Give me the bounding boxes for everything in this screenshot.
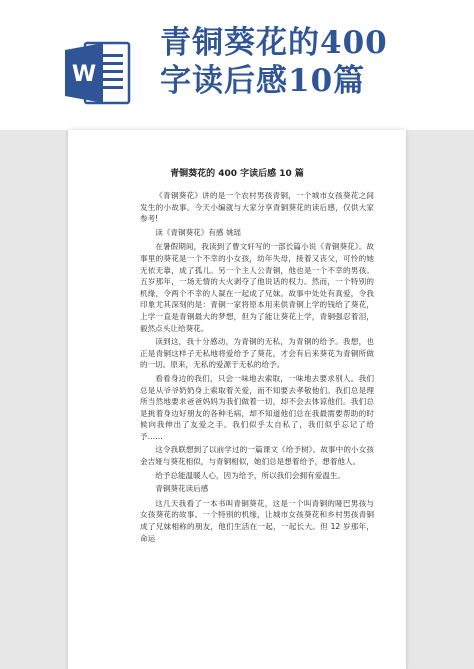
svg-text:W: W: [71, 62, 97, 87]
essay-2-heading: 青铜葵花读后感: [155, 484, 209, 494]
word-document-icon: [63, 40, 133, 106]
header-title-line-1: 青铜葵花的400: [160, 25, 388, 61]
paragraph-intro: 《青铜葵花》讲的是一个农村男孩青铜，一个城市女孩葵花之间发生的小故事。今天小编就与大家分享青铜葵花的读后感，仅供大家参考!: [140, 191, 374, 224]
header-title-line-2: 字读后感10篇: [160, 63, 366, 99]
paragraph: 这几天我看了一本书叫青铜葵花，这是一个叫青铜的哑巴男孩与女孩葵花的故事。一个特别的机缘，让城市女孩葵花和乡村男孩青铜成了兄妹相称的朋友，他们生活在一起，一起长大。但 12 岁那年，命运: [140, 498, 374, 543]
paragraph: 在暑假期间，我读到了曹文轩写的一部长篇小说《青铜葵花》。故事里的葵花是一个不幸的小女孩，幼年失母，接着又丧父，可怜的她无依无靠，成了孤儿。另一个主人公青铜，他也是一个不幸的男孩。五岁那年，一场无情的大火剥夺了他说话的权力。然而，一个特别的机缘，令两个不幸的人凝在一起成了兄妹。故事中处处有真爱，令我印象尤其深刻的是：青铜一家将原本用来供青铜上学的钱给了葵花，上学一直是青铜最大的梦想，但为了能让葵花上学，青铜强忍着泪，毅然点头让给葵花。: [140, 242, 374, 333]
document-page: [68, 130, 406, 669]
header-title: [160, 24, 460, 100]
document-body: [140, 190, 374, 546]
essay-1-heading: 读《青铜葵花》有感 姚瑶: [155, 227, 242, 237]
paragraph: 给予总能温暖人心，因为给予，所以我们会拥有爱温生。: [155, 470, 346, 480]
document-header: [0, 0, 474, 130]
paragraph: 这令我联想到了以前学过的一篇课文《给予树》。故事中的小女孩金吉娅与葵花相似，与青铜相似，她们总是想着给予，想着他人。: [140, 445, 374, 467]
document-title: 青铜葵花的 400 字读后感 10 篇: [170, 169, 304, 179]
paragraph: 读到这，我十分感动，为青铜的无私，为青铜的给予。我想，也正是青铜这样子无私地将爱给予了葵花，才会有后来葵花为青铜所做的一切。原来，无私的爱源于无私的给予。: [140, 337, 374, 370]
paragraph: 看看身边的我们，只会一味地去索取，一味地去要求别人。我们总是从爷爷奶奶身上索取着关爱，而不知要去孝敬他们。我们总是理所当然地要求爸爸妈妈为我们做着一切，却不会去体谅他们。我们总是挑着身边好朋友的各种毛病，却不知道他们总在我最需要帮助的时候向我伸出了友爱之手。我们似乎太自私了，我们似乎忘记了给予……: [140, 373, 374, 441]
